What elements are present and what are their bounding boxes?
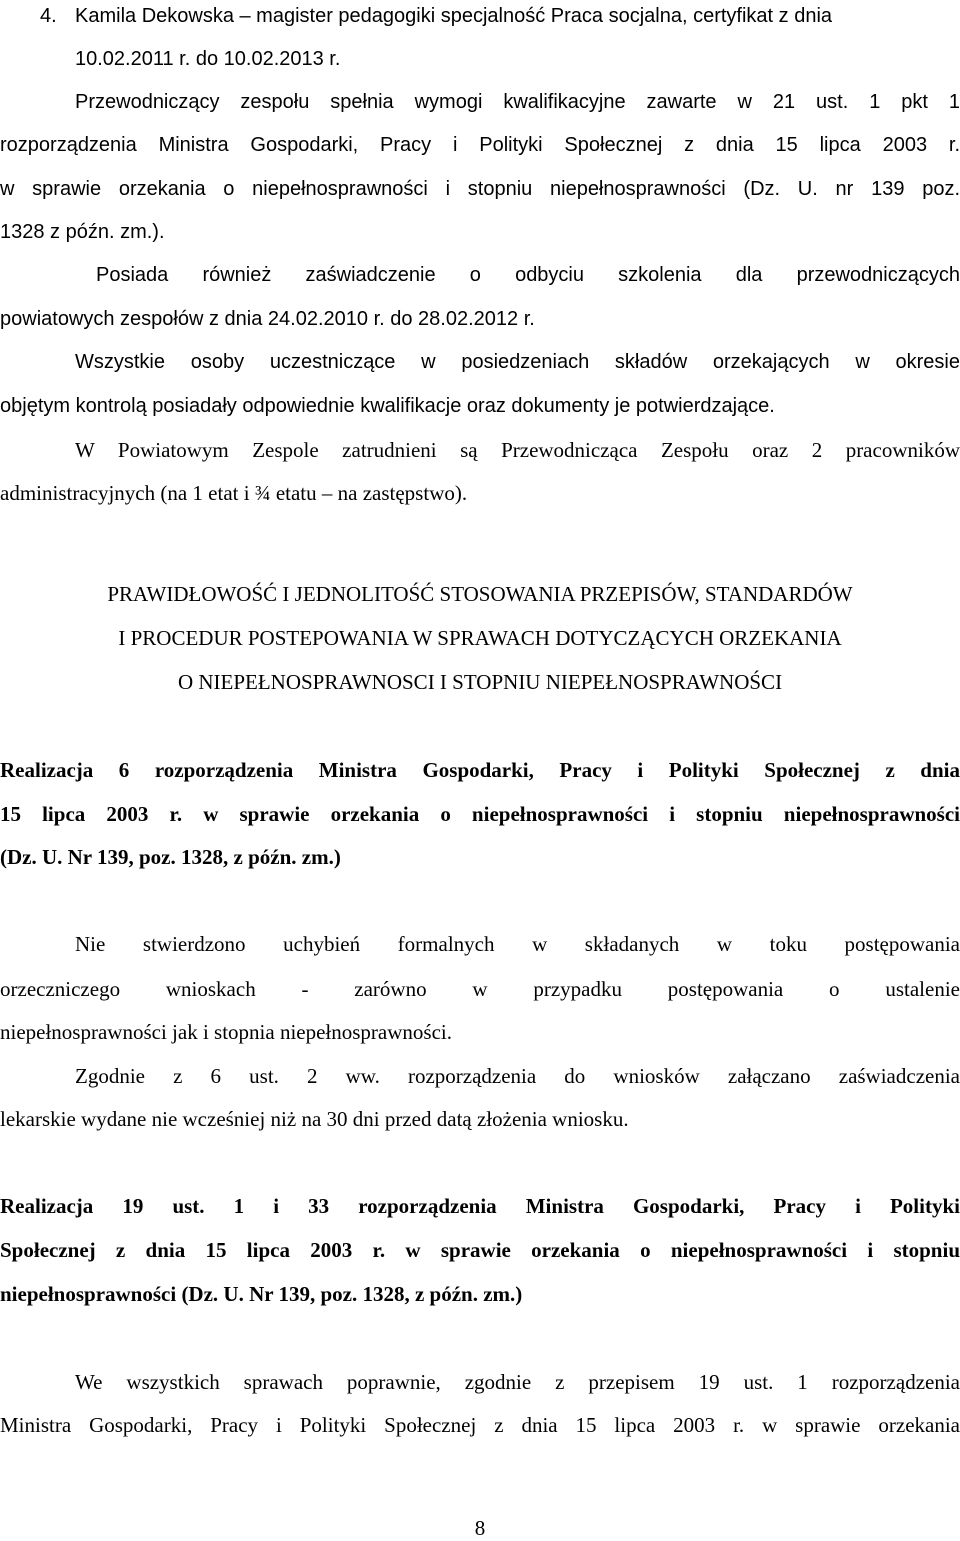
subheading-19-line-3: niepełnosprawności (Dz. U. Nr 139, poz. 1328, z późn. zm.)	[0, 1282, 523, 1306]
list-number: 4.	[40, 5, 57, 27]
list-item-line-2: 10.02.2011 r. do 10.02.2013 r.	[75, 48, 341, 70]
subheading-6-line-1: Realizacja 6 rozporządzenia Ministra Gospodarki, Pracy i Polityki Społecznej z dnia	[0, 758, 960, 782]
training-paragraph-line-1: Posiada również zaświadczenie o odbyciu szkolenia dla przewodniczących	[96, 264, 960, 286]
no-irregularities-line-1: Nie stwierdzono uchybień formalnych w składanych w toku postępowania	[75, 932, 960, 956]
section-heading-line-1: PRAWIDŁOWOŚĆ I JEDNOLITOŚĆ STOSOWANIA PRZEPISÓW, STANDARDÓW	[107, 582, 853, 606]
chair-paragraph-line-1: Przewodniczący zespołu spełnia wymogi kwalifikacyjne zawarte w 21 ust. 1 pkt 1	[75, 91, 960, 113]
subheading-19-line-1: Realizacja 19 ust. 1 i 33 rozporządzenia Ministra Gospodarki, Pracy i Polityki	[0, 1194, 960, 1218]
certificates-line-2: lekarskie wydane nie wcześniej niż na 30 dni przed datą złożenia wniosku.	[0, 1107, 629, 1131]
staff-paragraph-line-2: administracyjnych (na 1 etat i ¾ etatu – na zastępstwo).	[0, 481, 468, 505]
certificates-line-1: Zgodnie z 6 ust. 2 ww. rozporządzenia do wniosków załączano zaświadczenia	[75, 1064, 960, 1088]
final-paragraph-line-2: Ministra Gospodarki, Pracy i Polityki Społecznej z dnia 15 lipca 2003 r. w sprawie orzekania	[0, 1413, 960, 1437]
training-paragraph-line-2: powiatowych zespołów z dnia 24.02.2010 r. do 28.02.2012 r.	[0, 308, 535, 330]
participants-paragraph-line-2: objętym kontrolą posiadały odpowiednie kwalifikacje oraz dokumenty je potwierdzające.	[0, 395, 775, 417]
chair-paragraph-line-3: w sprawie orzekania o niepełnosprawności i stopniu niepełnosprawności (Dz. U. nr 139 poz.	[0, 178, 960, 200]
final-paragraph-line-1: We wszystkich sprawach poprawnie, zgodnie z przepisem 19 ust. 1 rozporządzenia	[75, 1370, 960, 1394]
staff-paragraph-line-1: W Powiatowym Zespole zatrudnieni są Przewodnicząca Zespołu oraz 2 pracowników	[75, 438, 960, 462]
section-heading-line-3: O NIEPEŁNOSPRAWNOSCI I STOPNIU NIEPEŁNOSPRAWNOŚCI	[177, 670, 783, 694]
participants-paragraph-line-1: Wszystkie osoby uczestniczące w posiedzeniach składów orzekających w okresie	[75, 351, 960, 373]
page-number: 8	[474, 1516, 486, 1540]
chair-paragraph-line-2: rozporządzenia Ministra Gospodarki, Pracy i Polityki Społecznej z dnia 15 lipca 2003 r.	[0, 134, 960, 156]
section-heading-line-2: I PROCEDUR POSTEPOWANIA W SPRAWACH DOTYCZĄCYCH ORZEKANIA	[118, 626, 842, 650]
subheading-19-line-2: Społecznej z dnia 15 lipca 2003 r. w sprawie orzekania o niepełnosprawności i stopniu	[0, 1238, 960, 1262]
list-item-line-1: Kamila Dekowska – magister pedagogiki specjalność Praca socjalna, certyfikat z dnia	[75, 5, 833, 27]
subheading-6-line-3: (Dz. U. Nr 139, poz. 1328, z późn. zm.)	[0, 845, 341, 869]
chair-paragraph-line-4: 1328 z późn. zm.).	[0, 221, 165, 243]
no-irregularities-line-3: niepełnosprawności jak i stopnia niepełnosprawności.	[0, 1020, 452, 1044]
subheading-6-line-2: 15 lipca 2003 r. w sprawie orzekania o niepełnosprawności i stopniu niepełnosprawności	[0, 802, 960, 826]
no-irregularities-line-2: orzeczniczego wnioskach - zarówno w przypadku postępowania o ustalenie	[0, 977, 960, 1001]
